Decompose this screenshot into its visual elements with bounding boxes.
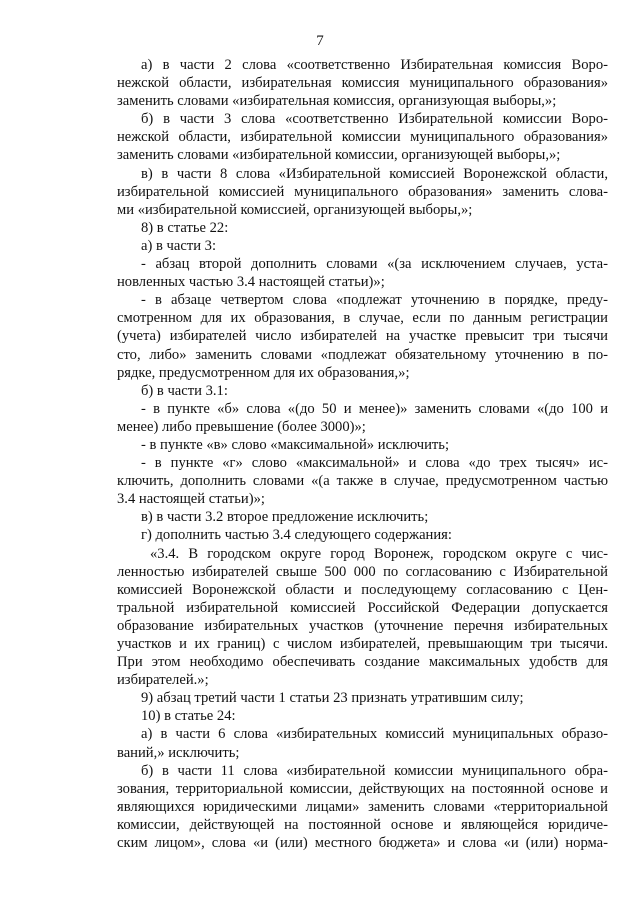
text-line: ми «избирательной комиссией, организующей выборы,»;: [117, 201, 473, 218]
text-line: При этом необходимо обеспечивать создание максимальных удобств для: [117, 654, 608, 671]
document-body: [117, 56, 608, 852]
text-line: ским лицом», слова «и (или) местного бюджета» и слова «и (или) норма-: [117, 835, 608, 852]
text-line: (учета) избирателей число избирателей на участке превысит три тысячи: [117, 328, 608, 345]
text-line: а) в части 2 слова «соответственно Избирательная комиссия Воро-: [141, 57, 608, 73]
text-line: заменить словами «избирательная комиссия, организующая выборы,»;: [117, 93, 557, 110]
text-line: 9) абзац третий части 1 статьи 23 признать утратившим силу;: [141, 690, 524, 707]
text-line: комиссии, действующей на постоянной основе и являющейся юридиче-: [117, 816, 608, 833]
text-line: рядке, предусмотренном для их образования,»;: [117, 364, 410, 381]
text-line: ваний,» исключить;: [117, 744, 240, 761]
text-line: ключить, дополнить словами «(а также в случае, предусмотренном частью: [117, 473, 608, 490]
text-line: б) в части 3 слова «соответственно Избирательной комиссии Воро-: [141, 111, 608, 128]
text-line: а) в части 6 слова «избирательных комиссий муниципальных образо-: [141, 726, 608, 743]
text-line: зования, территориальной комиссии, действующих на постоянной основе и: [117, 780, 608, 797]
text-line: - в абзаце четвертом слова «подлежат уточнению в порядке, преду-: [141, 292, 608, 309]
text-line: а) в части 3:: [141, 237, 217, 254]
text-line: «3.4. В городском округе город Воронеж, городском округе с чис-: [150, 545, 608, 562]
text-line: избирателей.»;: [117, 672, 209, 689]
text-line: - в пункте «в» слово «максимальной» исключить;: [141, 436, 450, 453]
text-line: сто, либо» заменить словами «подлежат обязательному уточнению в по-: [117, 346, 608, 363]
text-line: 3.4 настоящей статьи)»;: [117, 491, 265, 508]
text-line: нежской области, избирательной комиссии муниципального образования»: [117, 129, 608, 146]
text-line: - в пункте «г» слово «максимальной» и слова «до трех тысяч» ис-: [141, 455, 608, 472]
text-line: б) в части 11 слова «избирательной комиссии муниципального обра-: [141, 762, 608, 779]
text-line: являющихся юридическими лицами» заменить словами «территориальной: [117, 798, 608, 815]
text-line: избирательной комиссией муниципального образования» заменить слова-: [117, 183, 608, 200]
text-line: в) в части 8 слова «Избирательной комиссией Воронежской области,: [141, 165, 608, 182]
text-line: заменить словами «избирательной комиссии, организующей выборы,»;: [117, 147, 561, 164]
text-line: смотренном для их образования, в случае, если по данным регистрации: [117, 310, 608, 327]
text-line: - абзац второй дополнить словами «(за исключением случаев, уста-: [141, 256, 608, 273]
text-line: б) в части 3.1:: [141, 382, 228, 399]
text-line: тральной избирательной комиссией Российской Федерации допускается: [117, 599, 608, 616]
text-line: менее) либо превышение (более 3000)»;: [117, 418, 366, 435]
page-number: 7: [316, 33, 324, 49]
text-line: г) дополнить частью 3.4 следующего содержания:: [141, 527, 452, 544]
text-line: нежской области, избирательная комиссия муниципального образования»: [117, 75, 608, 92]
text-line: 8) в статье 22:: [141, 219, 229, 236]
text-line: 10) в статье 24:: [141, 708, 236, 725]
text-line: новленных частью 3.4 настоящей статьи)»;: [117, 274, 385, 291]
text-line: образование избирательных участков (уточнение перечня избирательных: [117, 617, 608, 634]
text-line: участков и их границ) с числом избирателей, превышающим три тысячи.: [117, 636, 608, 652]
text-line: - в пункте «б» слова «(до 50 и менее)» заменить словами «(до 100 и: [141, 400, 608, 417]
text-line: комиссией Воронежской области и последующему согласованию с Цен-: [117, 581, 608, 598]
text-line: ленностью избирателей свыше 500 000 по согласованию с Избирательной: [117, 563, 608, 580]
text-line: в) в части 3.2 второе предложение исключить;: [141, 509, 429, 526]
